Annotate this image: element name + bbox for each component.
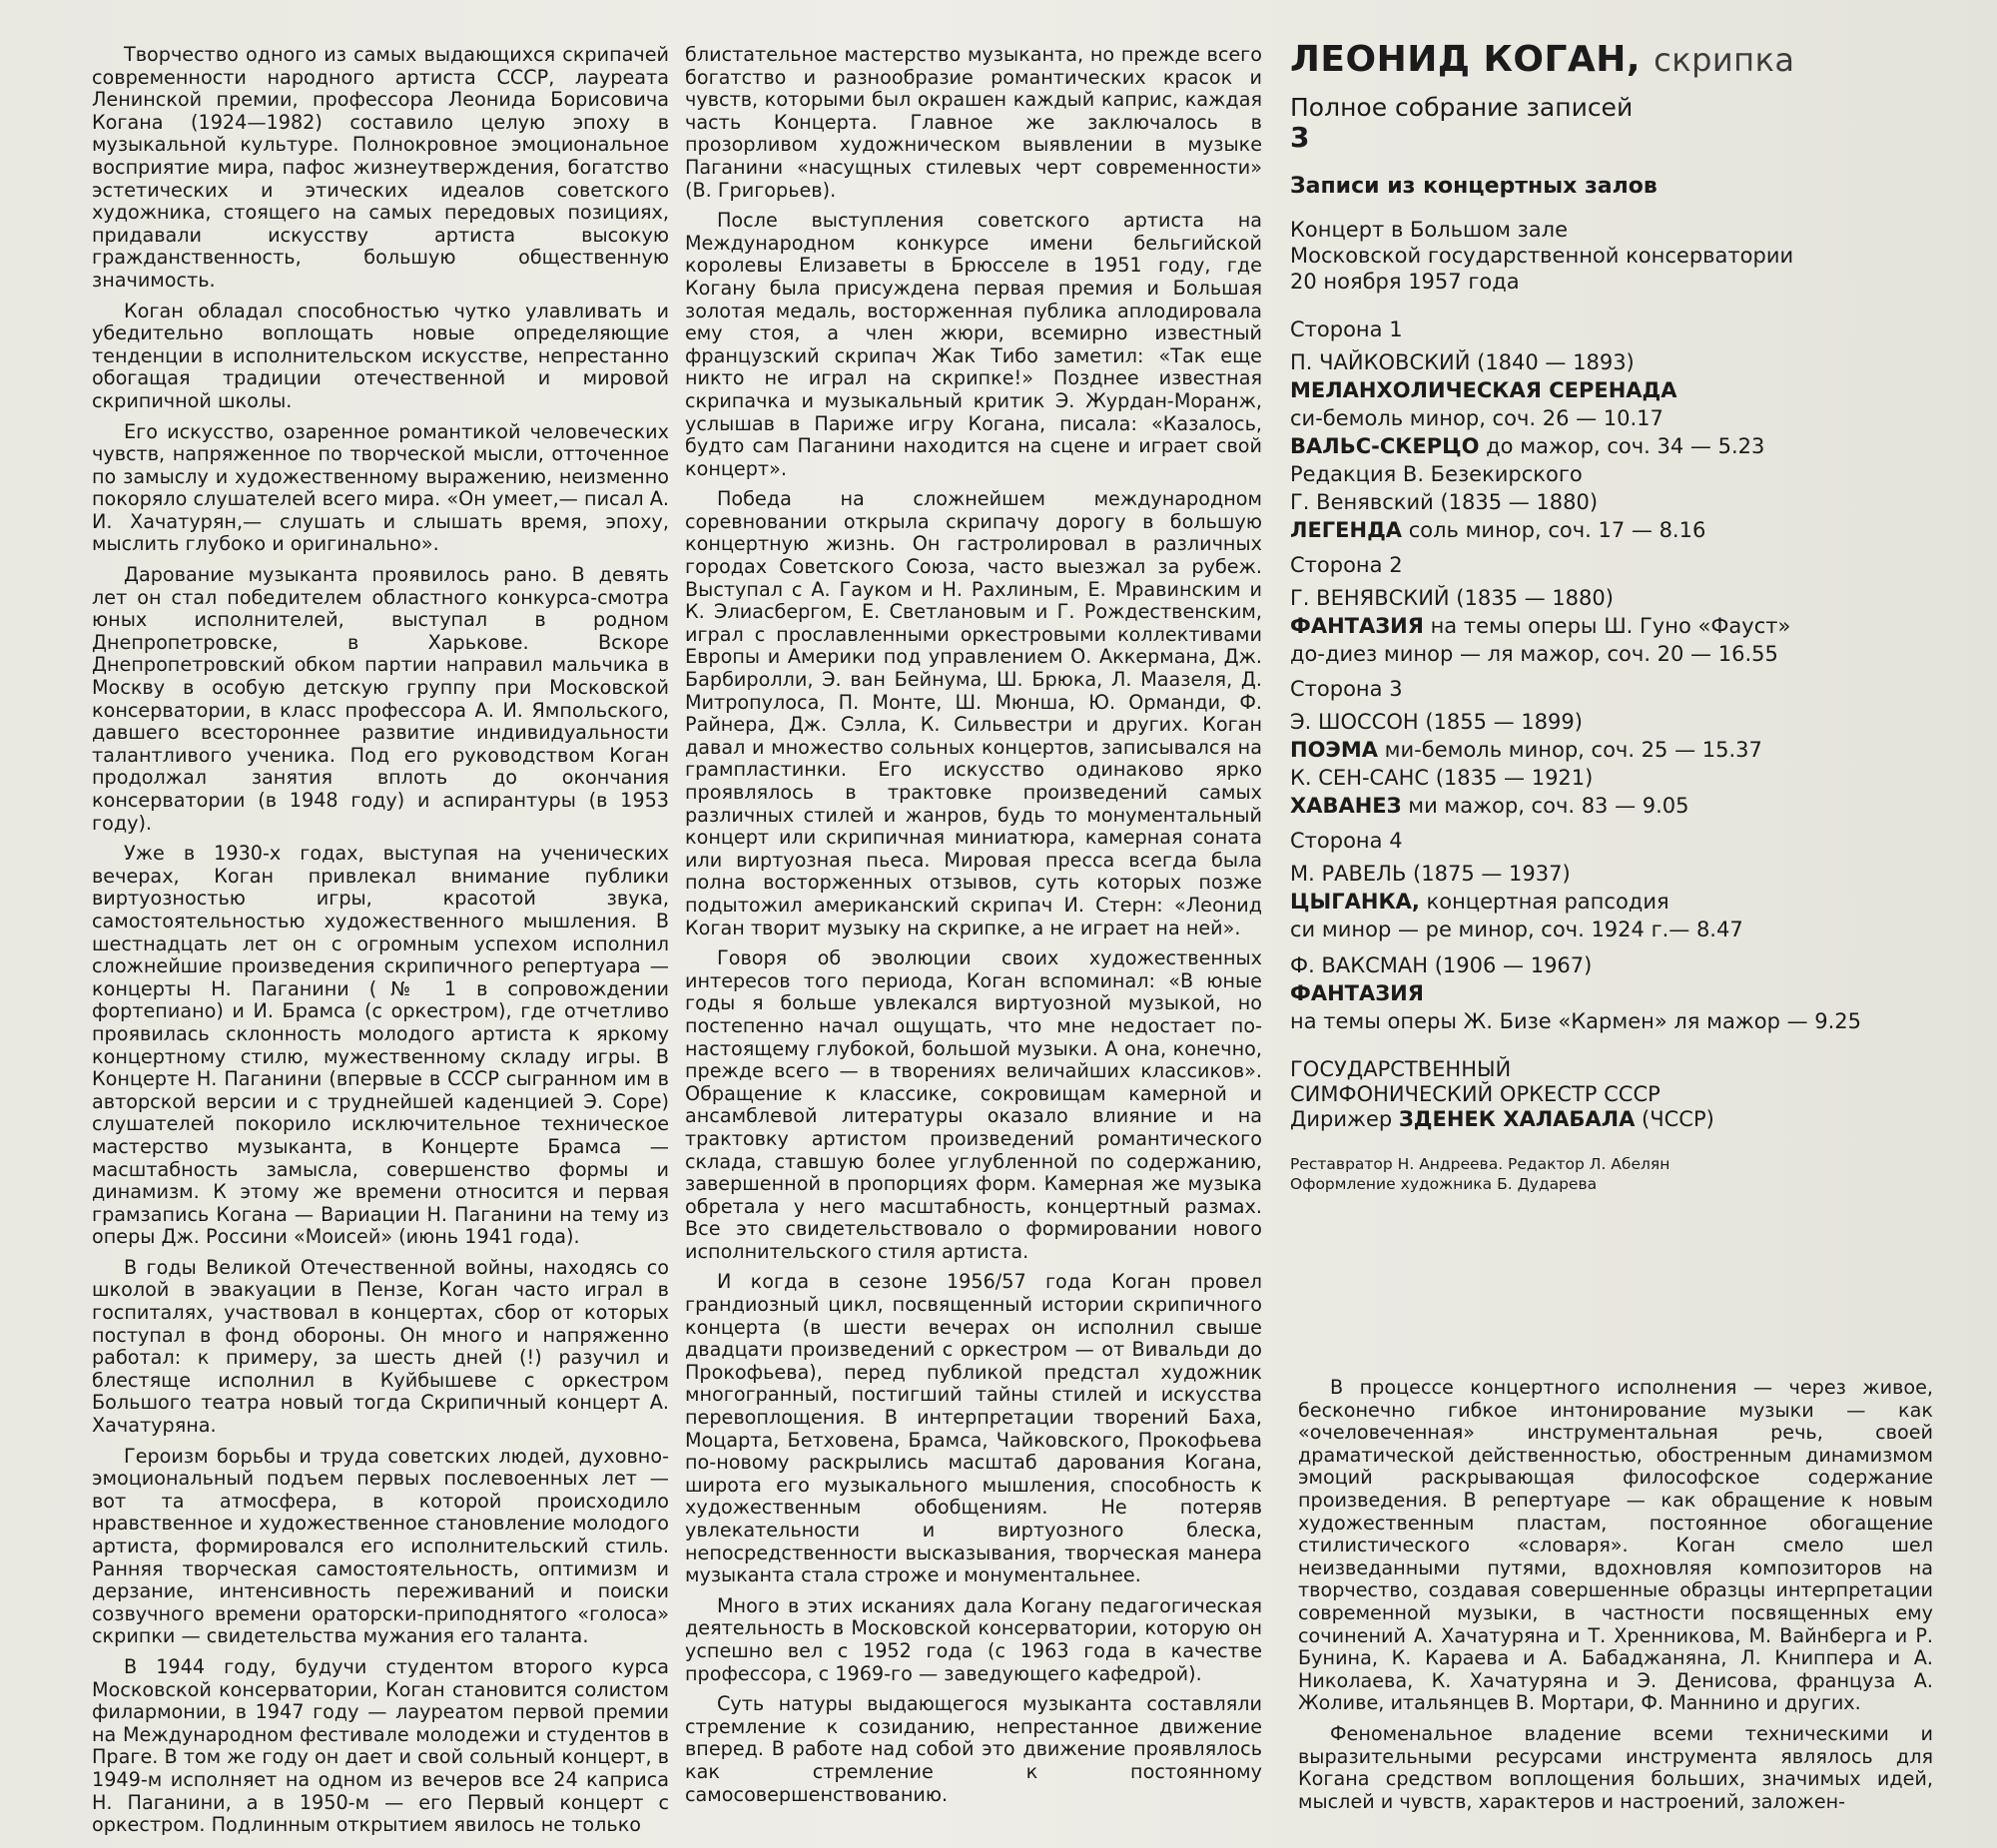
orchestra-line: СИМФОНИЧЕСКИЙ ОРКЕСТР СССР <box>1290 1081 1661 1106</box>
paragraph: В 1944 году, будучи студентом второго курса Московской консерватории, Коган становится солистом филармонии, в 1947 году — лауреатом первой премии на Международном фестивале молодежи и студентов в Праге. В том же году он дает и свой сольный концерт, в 1949-м исполняет на одном из вечеров все 24 каприса Н. Паганини, а в 1950-м — его Первый концерт с оркестром. Подлинным открытием явилось не только <box>92 1654 669 1837</box>
track-line <box>1290 792 1929 820</box>
work-title: МЕЛАНХОЛИЧЕСКАЯ СЕРЕНАДА <box>1290 377 1677 402</box>
concert-date: 20 ноября 1957 года <box>1290 269 1520 294</box>
work-title: ПОЭМА <box>1290 737 1378 762</box>
conductor-prefix: Дирижер <box>1290 1106 1399 1131</box>
work-title: ЛЕГЕНДА <box>1290 517 1403 542</box>
track-line <box>1290 612 1929 640</box>
paragraph: И когда в сезоне 1956/57 года Коган провел грандиозный цикл, посвященный истории скрипичного концерта (в шести вечерах он исполнил свыше двадцати произведений с оркестром — от Вивальди до Прокофьева), перед публикой предстал художник многогранный, постигший тайны стилей и искусства перевоплощения. В интерпретации творений Баха, Моцарта, Бетховена, Брамса, Чайковского, Прокофьева по-новому раскрылись масштаб дарования Когана, широта его музыкального мышления, способность к художественным обобщениям. Не потеряв увлекательности и виртуозного блеска, непосредственности высказывания, творческая манера музыканта стала строже и монументальнее. <box>685 1270 1262 1587</box>
work-details: на темы оперы Ш. Гуно «Фауст» <box>1423 613 1791 638</box>
paragraph: Уже в 1930-х годах, выступая на ученических вечерах, Коган привлекал внимание публики виртуозностью игры, красотой звука, самостоятельностью художественного мышления. В шестнадцать лет он с огромным успехом исполнил сложнейшие произведения скрипичного репертуара — концерты Н. Паганини (№ 1 в сопровождении фортепиано) и И. Брамса (с оркестром), где отчетливо проявилась склонность молодого артиста к яркому концертному стилю, мужественному складу игры. В Концерте Н. Паганини (впервые в СССР сыгранном им в авторской версии и с труднейшей каденцией Э. Соре) слушателей покорило исключительное техническое мастерство музыканта, в Концерте Брамса — масштабность замысла, совершенство формы и динамизм. К этому же времени относится и первая грамзапись Когана — Вариации Н. Паганини на тему из оперы Дж. Россини «Моисей» (июнь 1941 года). <box>92 842 669 1249</box>
conductor-line <box>1290 1107 1929 1132</box>
orchestra-info <box>1290 1057 1929 1132</box>
orchestra-line: ГОСУДАРСТВЕННЫЙ <box>1290 1056 1512 1081</box>
track-line <box>1290 888 1929 916</box>
paragraph: блистательное мастерство музыканта, но прежде всего богатство и разнообразие романтических красок и чувств, которыми был окрашен каждый каприс, каждая часть Концерта. Главное же заключалось в прозорливом художническом выявлении в музыке Паганини «насущных стилевых черт современности» (В. Григорьев). <box>685 43 1262 202</box>
series-title: Полное собрание записей <box>1290 93 1634 122</box>
artist-heading <box>1290 38 1929 82</box>
composer: Ф. ВАКСМАН (1906 — 1967) <box>1290 952 1593 977</box>
tracklist-column <box>1290 38 1929 1194</box>
side-label: Сторона 2 <box>1290 552 1403 577</box>
paragraph: Героизм борьбы и труда советских людей, духовно-эмоциональный подъем первых послевоенных лет — вот та атмосфера, в которой происходило нравственное и художественное становление молодого артиста, формировался его исполнительский стиль. Ранняя творческая самостоятельность, оптимизм и дерзание, интенсивность переживаний и поиски созвучного времени ораторски-приподнятого «голоса» скрипки — свидетельства мужания его таланта. <box>92 1444 669 1648</box>
work-details: ми-бемоль минор, соч. 25 — 15.37 <box>1378 737 1762 762</box>
track-line <box>1290 736 1929 764</box>
biography-column-1 <box>92 44 669 1845</box>
work-title: ЦЫГАНКА, <box>1290 889 1420 914</box>
work-details: си-бемоль минор, соч. 26 — 10.17 <box>1290 405 1664 430</box>
volume-number: 3 <box>1290 121 1310 154</box>
album-subtitle: Записи из концертных залов <box>1290 174 1658 199</box>
composer: К. СЕН-САНС (1835 — 1921) <box>1290 765 1594 790</box>
work-title: ВАЛЬС-СКЕРЦО <box>1290 433 1480 458</box>
track-line <box>1290 516 1929 544</box>
paragraph: Коган обладал способностью чутко улавливать и убедительно воплощать новые определяющие тенденции в исполнительском искусстве, непрестанно обогащая традиции отечественной и мировой скрипичной школы. <box>92 299 669 412</box>
paragraph: Его искусство, озаренное романтикой человеческих чувств, напряженное по творческой мысли, отточенное по замыслу и художественному выражению, неизменно покоряло слушателей всего мира. «Он умеет,— писал А. И. Хачатурян,— слушать и слышать время, эпоху, мыслить глубоко и оригинально». <box>92 419 669 556</box>
composer: Г. Венявский (1835 — 1880) <box>1290 489 1599 514</box>
composer: П. ЧАЙКОВСКИЙ (1840 — 1893) <box>1290 349 1635 374</box>
conductor-name: ЗДЕНЕК ХАЛАБАЛА <box>1398 1106 1636 1131</box>
work-details: ми мажор, соч. 83 — 9.05 <box>1401 793 1689 818</box>
paragraph: Много в этих исканиях дала Когану педагогическая деятельность в Московской консерватории, которую он успешно вел с 1952 года (с 1963 года в качестве профессора, с 1969-го — заведующего кафедрой). <box>685 1593 1262 1685</box>
paragraph: В годы Великой Отечественной войны, находясь со школой в эвакуации в Пензе, Коган часто играл в госпиталях, участвовал в концертах, сбор от которых поступал в фонд обороны. Он много и напряженно работал: к примеру, за шесть дней (!) разучил и блестяще исполнил в Куйбышеве с оркестром Большого театра новый тогда Скрипичный концерт А. Хачатуряна. <box>92 1255 669 1438</box>
work-details: на темы оперы Ж. Бизе «Кармен» ля мажор — 9.25 <box>1290 1008 1862 1033</box>
instrument: скрипка <box>1654 41 1795 79</box>
paragraph: В процессе концертного исполнения — через живое, бесконечно гибкое интонирование музыки — как «очеловеченная» инструментальная речь, своей драматической действенностью, обостренным динамизмом эмоций раскрывающая философское содержание произведения. В репертуаре — как обращение к новым художественным пластам, постоянное обогащение стилистического «словаря». Коган смело шел неизведанными путями, вдохновляя композиторов на творчество, создавая совершенные образцы интерпретации современной музыки, в частности посвященных ему сочинений А. Хачатуряна и Т. Хренникова, М. Вайнберга и Р. Бунина, К. Караева и А. Бабаджаняна, Л. Книппера и А. Николаева, К. Хачатуряна и Э. Денисова, француза А. Жоливе, итальянцев В. Мортари, Ф. Маннино и других. <box>1298 1376 1933 1715</box>
artist-name: ЛЕОНИД КОГАН, <box>1290 39 1642 80</box>
biography-column-2 <box>685 44 1262 1814</box>
composer: Э. ШОССОН (1855 — 1899) <box>1290 709 1583 734</box>
composer: Г. ВЕНЯВСКИЙ (1835 — 1880) <box>1290 585 1614 610</box>
side-label: Сторона 1 <box>1290 316 1403 341</box>
paragraph: Победа на сложнейшем международном соревновании открыла скрипачу дорогу в большую концертную жизнь. Он гастролировал в различных городах Советского Союза, часто выезжал за рубеж. Выступал с А. Гауком и Н. Рахлиным, Е. Мравинским и К. Элиасбергом, Е. Светлановым и Г. Рождественским, играл с прославленными оркестровыми коллективами Европы и Америки под управлением О. Аккермана, Дж. Барбиролли, Э. ван Бейнума, Ш. Брюка, Л. Маазеля, Д. Митропулоса, П. Монте, Ш. Мюнша, Ю. Орманди, Ф. Райнера, Дж. Сэлла, К. Сильвестри и других. Коган давал и множество сольных концертов, записывался на грампластинки. Его искусство одинаково ярко проявлялось в трактовке произведений самых различных стилей и жанров, будь то монументальный концерт или скрипичная миниатюра, камерная соната или виртуозная пьеса. Мировая пресса всегда была полна восторженных отзывов, суть которых позже подытожил американский скрипач И. Стерн: «Леонид Коган творит музыку на скрипке, а не играет на ней». <box>685 487 1262 939</box>
work-details: си минор — ре минор, соч. 1924 г.— 8.47 <box>1290 917 1743 941</box>
edition-note: Редакция В. Безекирского <box>1290 461 1583 486</box>
paragraph: После выступления советского артиста на Международном конкурсе имени бельгийской королевы Елизаветы в Брюсселе в 1951 году, где Когану была присуждена первая премия и Большая золотая медаль, восторженная публика аплодировала ему стоя, а член жюри, всемирно известный французский скрипач Жак Тибо заметил: «Так еще никто не играл на скрипке!» Позднее известная скрипачка и музыкальный критик Э. Журдан-Моранж, услышав в Париже игру Когана, писала: «Казалось, будто сам Паганини находится на сцене и играет свой концерт». <box>685 209 1262 480</box>
concert-venue: Концерт в Большом зале <box>1290 217 1569 242</box>
biography-column-3 <box>1298 1377 1933 1821</box>
credit-line: Реставратор Н. Андреева. Редактор Л. Абелян <box>1290 1154 1670 1173</box>
side-label: Сторона 4 <box>1290 828 1403 853</box>
side-label: Сторона 3 <box>1290 676 1403 701</box>
track-line <box>1290 432 1929 460</box>
concert-hall: Московской государственной консерватории <box>1290 243 1794 268</box>
composer: М. РАВЕЛЬ (1875 — 1937) <box>1290 861 1571 886</box>
work-details: до-диез минор — ля мажор, соч. 20 — 16.55 <box>1290 641 1778 666</box>
production-credits <box>1290 1154 1929 1194</box>
work-details: концертная рапсодия <box>1419 889 1669 914</box>
paragraph: Суть натуры выдающегося музыканта составляли стремление к созиданию, непрестанное движение вперед. В работе над собой это движение проявлялось как стремление к постоянному самосовершенствованию. <box>685 1692 1262 1806</box>
paragraph: Говоря об эволюции своих художественных интересов того периода, Коган вспоминал: «В юные годы я больше увлекался виртуозной музыкой, но постепенно начал ощущать, что мне недостает по-настоящему глубокой, большой музыки. А она, конечно, прежде всего — в творениях величайших классиков». Обращение к классике, сокровищам камерной и ансамблевой литературы оказало влияние и на трактовку артистом произведений романтического склада, ставшую более углубленной по содержанию, завершенной в пропорциях форм. Камерная же музыка обретала у него масштабность, концертный размах. Все это свидетельствовало о формировании нового исполнительского стиля артиста. <box>685 946 1262 1263</box>
work-title: ФАНТАЗИЯ <box>1290 980 1424 1005</box>
work-title: ХАВАНЕЗ <box>1290 793 1402 818</box>
work-title: ФАНТАЗИЯ <box>1290 613 1424 638</box>
paragraph: Феноменальное владение всеми техническими и выразительными ресурсами инструмента являлось для Когана средством воплощения больших, значимых идей, мыслей и чувств, характеров и настроений, заложен- <box>1298 1721 1933 1813</box>
conductor-country: (ЧССР) <box>1635 1106 1714 1131</box>
concert-info <box>1290 217 1929 295</box>
paragraph: Дарование музыканта проявилось рано. В девять лет он стал победителем областного конкурса-смотра юных исполнителей, выступал в родном Днепропетровске, в Харькове. Вскоре Днепропетровский обком партии направил мальчика в Москву в особую детскую группу при Московской консерватории, в класс профессора А. И. Ямпольского, давшего всестороннее развитие индивидуальности талантливого ученика. Под его руководством Коган продолжал занятия вплоть до окончания консерватории (в 1948 году) и аспирантуры (в 1953 году). <box>92 563 669 835</box>
work-details: соль минор, соч. 17 — 8.16 <box>1402 517 1706 542</box>
paragraph: Творчество одного из самых выдающихся скрипачей современности народного артиста СССР, лауреата Ленинской премии, профессора Леонида Борисовича Когана (1924—1982) составило целую эпоху в музыкальной культуре. Полнокровное эмоциональное восприятие мира, пафос жизнеутверждения, богатство эстетических и этических идеалов советского художника, стоящего на самых передовых позициях, придавали искусству артиста высокую гражданственность, большую общественную значимость. <box>92 43 669 292</box>
work-details: до мажор, соч. 34 — 5.23 <box>1479 433 1765 458</box>
credit-line: Оформление художника Б. Дударева <box>1290 1174 1598 1193</box>
